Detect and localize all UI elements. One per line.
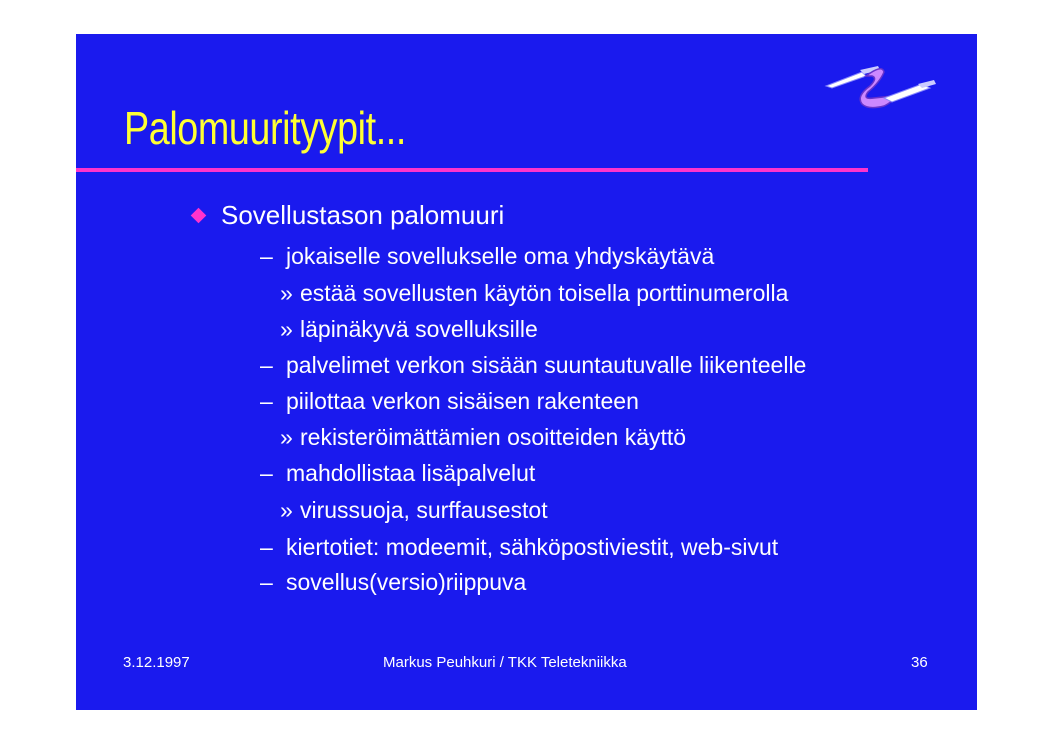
list-item-text: rekisteröimättämien osoitteiden käyttö bbox=[300, 424, 687, 450]
footer-author: Markus Peuhkuri / TKK Teletekniikka bbox=[383, 654, 627, 671]
diamond-bullet-icon bbox=[191, 208, 207, 224]
raquo-marker: » bbox=[280, 424, 293, 450]
raquo-marker: » bbox=[280, 280, 293, 306]
list-item bbox=[280, 424, 686, 451]
dash-marker: – bbox=[260, 243, 273, 269]
list-item bbox=[280, 316, 538, 343]
dash-marker: – bbox=[260, 352, 273, 378]
list-item-text: läpinäkyvä sovelluksille bbox=[300, 316, 538, 342]
raquo-marker: » bbox=[280, 497, 293, 523]
heading-item bbox=[221, 200, 504, 231]
list-item-text: piilottaa verkon sisäisen rakenteen bbox=[286, 388, 639, 414]
dash-marker: – bbox=[260, 460, 273, 486]
footer-date: 3.12.1997 bbox=[123, 654, 190, 671]
slide bbox=[76, 34, 977, 710]
list-item bbox=[280, 497, 548, 524]
list-item bbox=[260, 460, 535, 487]
list-item-text: kiertotiet: modeemit, sähköpostiviestit, web-sivut bbox=[286, 534, 779, 560]
list-item bbox=[260, 569, 526, 596]
heading-text: Sovellustason palomuuri bbox=[221, 200, 505, 230]
list-item bbox=[280, 280, 788, 307]
list-item bbox=[260, 243, 714, 270]
raquo-marker: » bbox=[280, 316, 293, 342]
slide-title: Palomuurityypit... bbox=[124, 102, 406, 154]
list-item-text: virussuoja, surffausestot bbox=[300, 497, 548, 523]
dash-marker: – bbox=[260, 569, 273, 595]
list-item-text: jokaiselle sovellukselle oma yhdyskäytävä bbox=[286, 243, 715, 269]
list-item bbox=[260, 352, 806, 379]
list-item-text: estää sovellusten käytön toisella porttinumerolla bbox=[300, 280, 789, 306]
list-item bbox=[260, 534, 778, 561]
dash-marker: – bbox=[260, 534, 273, 560]
dash-marker: – bbox=[260, 388, 273, 414]
list-item-text: sovellus(versio)riippuva bbox=[286, 569, 527, 595]
list-item-text: palvelimet verkon sisään suuntautuvalle liikenteelle bbox=[286, 352, 807, 378]
slide-content bbox=[76, 34, 977, 634]
list-item-text: mahdollistaa lisäpalvelut bbox=[286, 460, 536, 486]
footer-page-number: 36 bbox=[911, 654, 928, 671]
list-item bbox=[260, 388, 639, 415]
